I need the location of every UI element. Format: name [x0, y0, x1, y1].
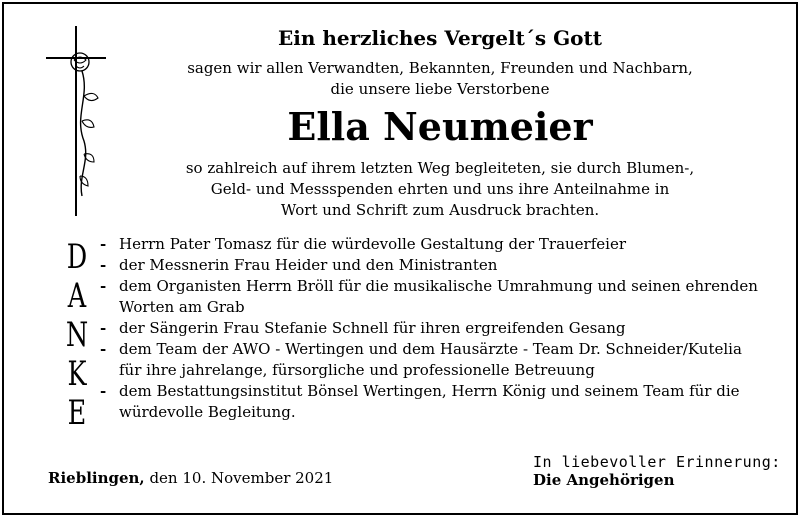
danke-letter: D	[66, 237, 88, 277]
danke-vertical	[62, 238, 92, 433]
thanks-line: Wort und Schrift zum Ausdruck brachten.	[280, 201, 600, 219]
thanks-list	[100, 234, 780, 423]
cross-with-rose-icon	[38, 26, 118, 216]
list-item	[100, 234, 780, 255]
place-date	[48, 469, 333, 487]
list-item-line: - dem Bestattungsinstitut Bönsel Wertingen, Herrn König und seinem Team für die	[119, 382, 740, 400]
closing-text: In liebevoller Erinnerung:	[533, 453, 781, 471]
list-item-line: - Herrn Pater Tomasz für die würdevolle Gestaltung der Trauerfeier	[119, 235, 626, 253]
danke-letter: N	[65, 315, 89, 355]
list-item	[100, 339, 780, 381]
list-item	[100, 318, 780, 339]
deceased-name: Ella Neumeier	[287, 104, 593, 149]
intro-line: sagen wir allen Verwandten, Bekannten, Freunden und Nachbarn,	[187, 59, 693, 77]
list-item-line: würdevolle Begleitung.	[119, 403, 296, 421]
list-item-line: - der Messnerin Frau Heider und den Ministranten	[119, 256, 498, 274]
intro-text	[160, 58, 720, 100]
date: den 10. November 2021	[149, 469, 334, 487]
list-item	[100, 276, 780, 318]
list-item-line: für ihre jahrelange, fürsorgliche und professionelle Betreuung	[119, 361, 595, 379]
list-item-line: - dem Organisten Herrn Bröll für die musikalische Umrahmung und seinen ehrenden	[119, 277, 758, 295]
thanks-line: so zahlreich auf ihrem letzten Weg begleiteten, sie durch Blumen-,	[185, 159, 695, 177]
danke-letter: A	[67, 276, 87, 316]
signature: Die Angehörigen	[533, 471, 675, 489]
danke-letter: K	[67, 354, 87, 394]
list-item-line: - der Sängerin Frau Stefanie Schnell für ihren ergreifenden Gesang	[119, 319, 626, 337]
thanks-text	[160, 158, 720, 221]
list-item-line: Worten am Grab	[119, 298, 245, 316]
list-item	[100, 381, 780, 423]
intro-line: die unsere liebe Verstorbene	[330, 80, 550, 98]
danke-letter: E	[67, 393, 87, 433]
heading: Ein herzliches Vergelt´s Gott	[278, 26, 602, 50]
list-item-line: - dem Team der AWO - Wertingen und dem Hausärzte - Team Dr. Schneider/Kutelia	[119, 340, 742, 358]
list-item	[100, 255, 780, 276]
place: Rieblingen,	[48, 469, 145, 487]
thanks-line: Geld- und Messspenden ehrten und uns ihre Anteilnahme in	[210, 180, 670, 198]
